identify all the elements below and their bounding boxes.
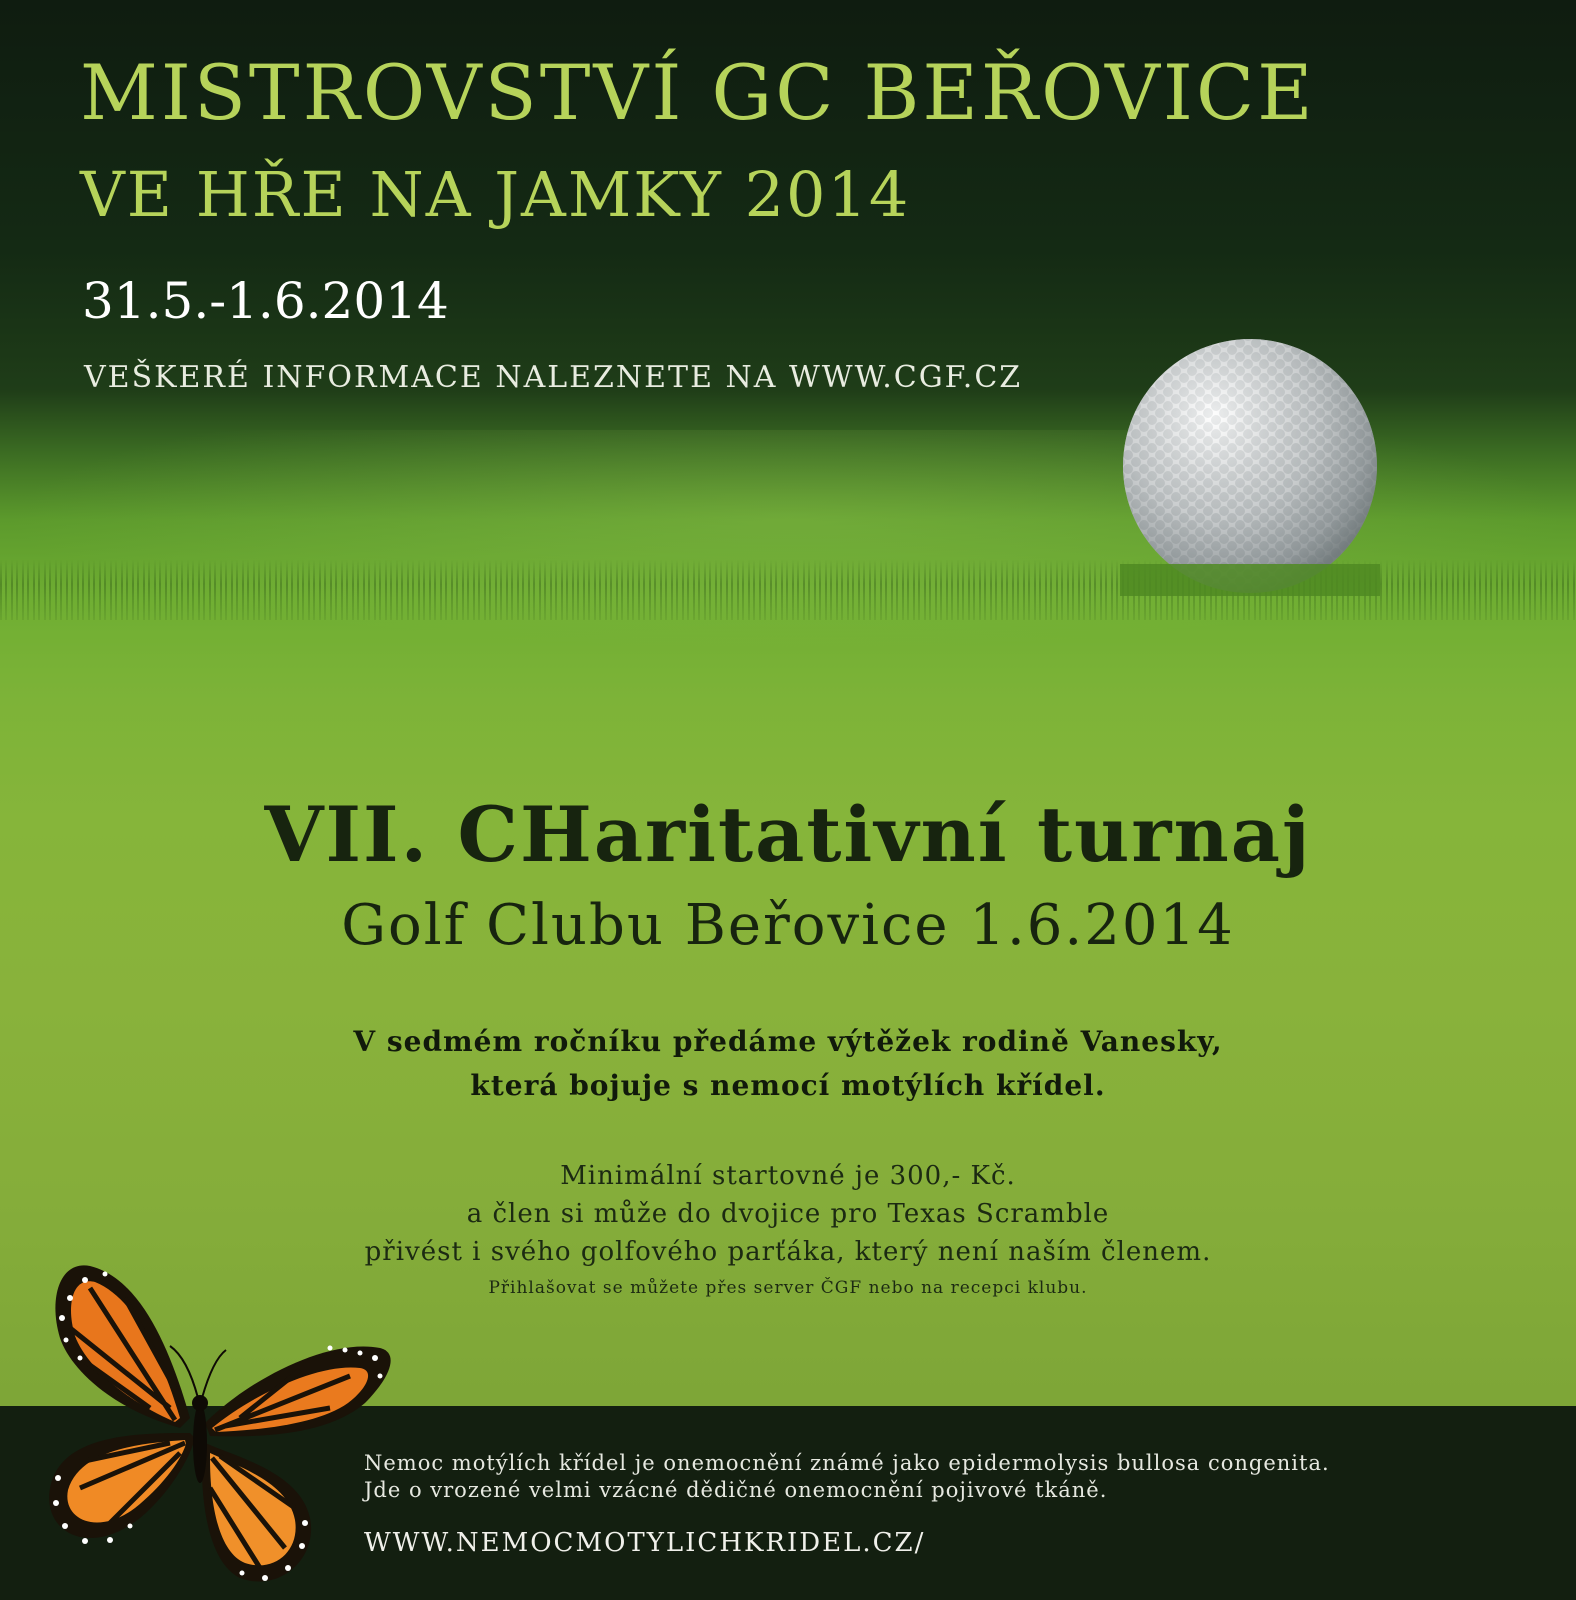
charity-title: VII. CHaritativní turnaj xyxy=(264,790,1312,879)
details-line: přivést i svého golfového parťáka, který není naším členem. xyxy=(364,1237,1212,1267)
championship-subtitle: VE HŘE NA JAMKY 2014 xyxy=(80,158,911,231)
golf-ball-icon xyxy=(1120,336,1380,596)
description-line: V sedmém ročníku předáme výtěžek rodině Vanesky, xyxy=(353,1025,1223,1058)
description-line: která bojuje s nemocí motýlích křídel. xyxy=(470,1069,1106,1102)
charity-description xyxy=(0,1020,1576,1108)
footer-url-link[interactable]: WWW.NEMOCMOTYLICHKRIDEL.CZ/ xyxy=(364,1528,926,1558)
registration-note: Přihlašovat se můžete přes server ČGF nebo na recepci klubu. xyxy=(488,1278,1088,1298)
footer-line: Nemoc motýlích křídel je onemocnění známé jako epidermolysis bullosa congenita. xyxy=(364,1451,1330,1475)
footer-line: Jde o vrozené velmi vzácné dědičné onemocnění pojivové tkáně. xyxy=(364,1478,1108,1502)
championship-info: VEŠKERÉ INFORMACE NALEZNETE NA WWW.CGF.CZ xyxy=(84,360,1023,395)
details-line: Minimální startovné je 300,- Kč. xyxy=(560,1161,1016,1191)
charity-subtitle: Golf Clubu Beřovice 1.6.2014 xyxy=(341,893,1235,958)
footer-text xyxy=(364,1450,1564,1504)
butterfly-icon xyxy=(30,1258,400,1600)
championship-title: MISTROVSTVÍ GC BEŘOVICE xyxy=(80,48,1316,137)
championship-dates: 31.5.-1.6.2014 xyxy=(82,272,449,330)
details-line: a člen si může do dvojice pro Texas Scramble xyxy=(466,1199,1110,1229)
